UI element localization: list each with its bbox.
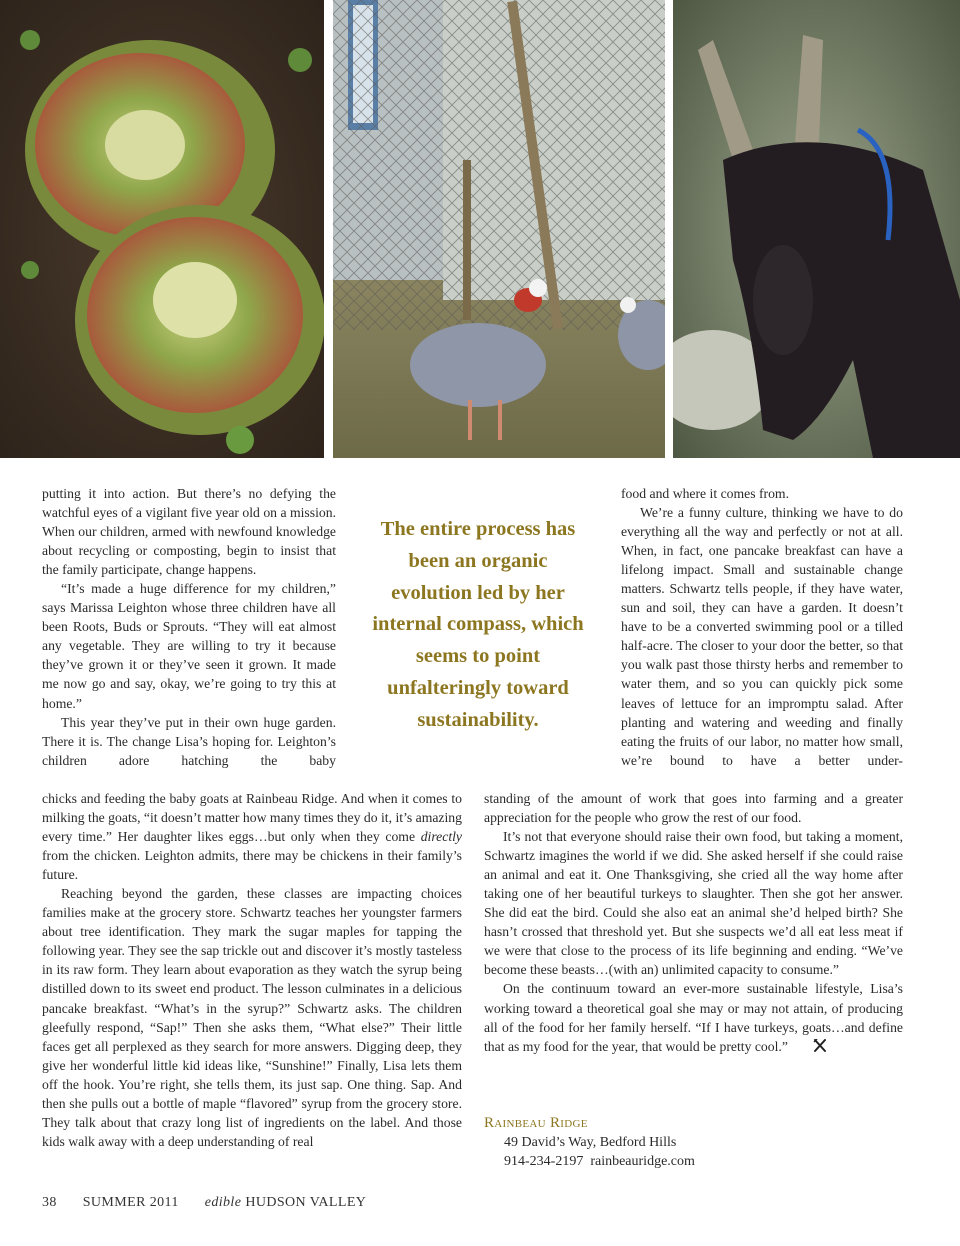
pull-quote: The entire process has been an organic evolution led by her internal compass, which seems to point unfalteringly toward sustainability. — [372, 518, 584, 731]
paragraph: On the continuum toward an ever-more sustainable lifestyle, Lisa’s working toward a theoretical goal she may or may not attain, of producing all of the food for her family herself. “If I have turkeys, goats…and define that as my food for the year, that would be pretty cool.” — [484, 979, 903, 1057]
paragraph: Reaching beyond the garden, these classes are impacting choices families make at the grocery store. Schwartz teaches her youngster farmers about tree identification. They mark the sugar maples for tapping the following year. They see the sap trickle out and discover it’s mostly tasteless in its raw form. They learn about evaporation as they watch the syrup being distilled down to its sweet end product. The lesson culminates in a delicious pancake breakfast. “What’s in the syrup?” Schwartz asks. The children gleefully respond, “Sap!” Then she asks them, “What else?” Their little faces get all perplexed as they search for more answers. Digging deep, they give her wonderful little kid ideas like, “Sunshine!” Finally, Lisa lets them off the hook. You’re right, she tells them, its just sap. One thing. Sap. And then she pulls out a bottle of maple “flavored” syrup from the grocery store. They talk about that crazy long list of ingredients on the label. And those kids walk away with a deep understanding of real — [42, 886, 462, 1149]
goat-photo — [673, 0, 960, 458]
paragraph: This year they’ve put in their own huge garden. There it is. The change Lisa’s hoping for. Leighton’s children adore hatching the baby — [42, 714, 336, 768]
business-phone: 914-234-2197 — [504, 1154, 584, 1169]
paragraph: food and where it comes from. — [621, 486, 789, 501]
paragraph: putting it into action. But there’s no defying the watchful eyes of a vigilant five year old on a mission. When our children, armed with newfound knowledge about recycling or composting, begin to insist that the family participate, change happens. — [42, 486, 336, 578]
lettuce-photo — [0, 0, 324, 458]
article-column-left-upper — [42, 484, 336, 770]
business-name: Rainbeau Ridge — [484, 1115, 588, 1131]
emphasis: directly — [420, 829, 462, 845]
business-address: 49 David’s Way, Bedford Hills — [504, 1135, 677, 1150]
business-website: rainbeauridge.com — [590, 1154, 695, 1169]
article-column-left-lower — [42, 789, 462, 1151]
page-number: 38 — [42, 1195, 57, 1210]
business-info — [484, 1114, 695, 1171]
article-column-right-upper — [621, 484, 903, 770]
paragraph: “It’s made a huge difference for my children,” says Marissa Leighton whose three children have all been Roots, Buds or Sprouts. “They will eat almost any vegetable. They are willing to try it because they’ve grown it or they’ve seen it grown. It made me now go and say, okay, we’re going to try this at home.” — [42, 581, 336, 711]
guinea-fowl-photo — [333, 0, 665, 458]
paragraph: It’s not that everyone should raise their own food, but taking a moment, Schwartz imagines the world if we did. She asked herself if she could raise an animal and eat it. One Thanksgiving, she cried all the way home after taking one of her beautiful turkeys to slaughter. Then she got her answer. She did eat the bird. Could she also eat an animal she’d helped birth? She hasn’t crossed that threshold yet. But she suspects we’d all eat less meat if we were that close to the process of its life beginning and ending. “We’ve become these beasts…(with an) unlimited capacity to consume.” — [484, 829, 903, 978]
paragraph: We’re a funny culture, thinking we have to do everything all the way and perfectly or not at all. When, in fact, one pancake breakfast can have a lifelong impact. Small and sustainable change matters. Schwartz tells people, if they have water, sun and soil, they can have a garden. It doesn’t have to be a converted swimming pool or a tilled half-acre. The closer to your door the better, so that you walk past those thirsty herbs and remember to water them, and so you can quickly pick some leaves of lettuce for an impromptu salad. After planting and watering and weeding and finally eating the fruits of our labor, no matter how small, we’re bound to have a better under- — [621, 505, 903, 768]
page-footer — [42, 1195, 388, 1211]
fork-knife-icon — [794, 1039, 827, 1058]
paragraph: chicks and feeding the baby goats at Rainbeau Ridge. And when it comes to milking the goats, “it doesn’t matter how many times they do it, it’s amazing every time.” Her daughter likes eggs…but only when they come directly from the chicken. Leighton admits, there may be chickens in their family’s future. — [42, 791, 462, 883]
brand-italic: edible — [204, 1195, 242, 1210]
brand-name: HUDSON VALLEY — [245, 1195, 367, 1210]
paragraph: standing of the amount of work that goes into farming and a greater appreciation for the people who grow the rest of our food. — [484, 791, 903, 826]
issue-label: SUMMER 2011 — [82, 1195, 179, 1210]
article-column-right-lower — [484, 789, 903, 1058]
